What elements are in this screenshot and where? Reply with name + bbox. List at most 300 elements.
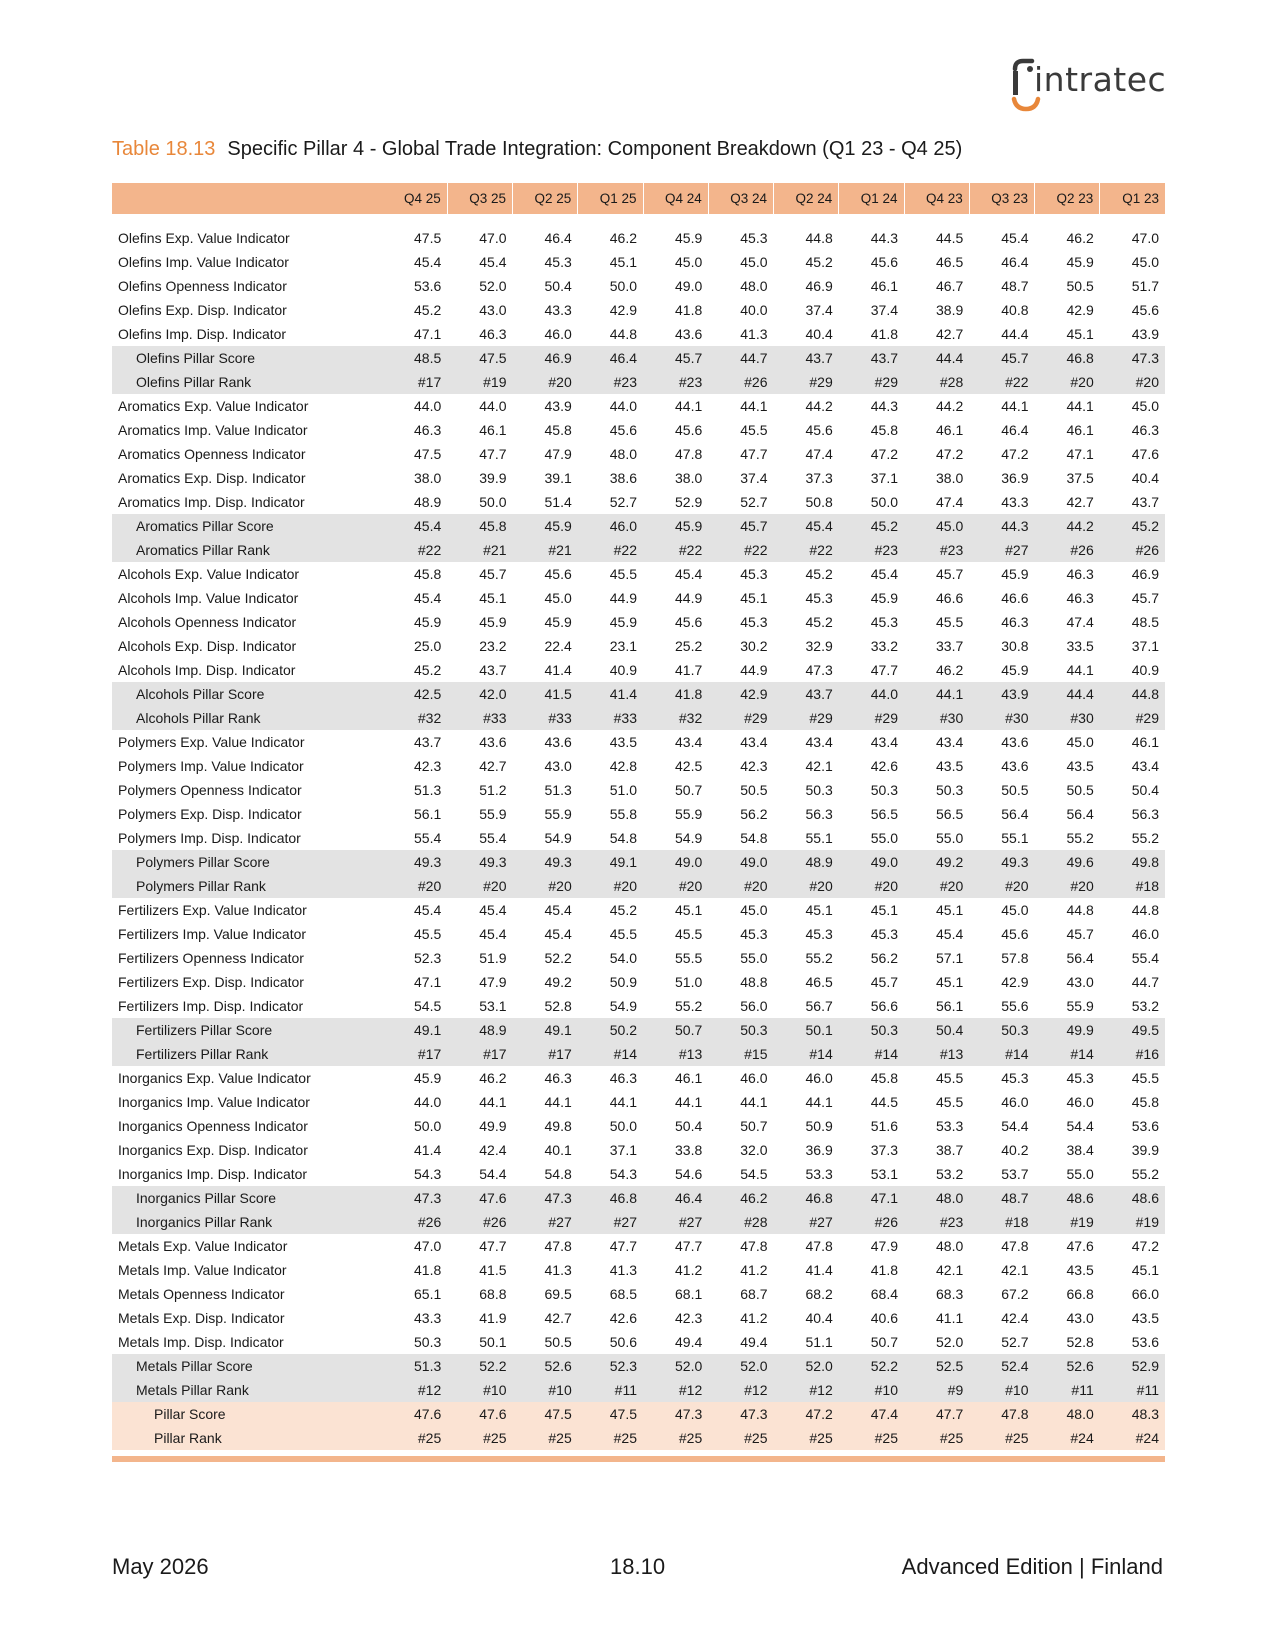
value-cell: 40.2 bbox=[1001, 1142, 1029, 1158]
value-cell: 51.2 bbox=[479, 782, 507, 798]
value-cell: #28 bbox=[904, 370, 969, 394]
value-cell: 45.4 bbox=[382, 514, 447, 538]
value-cell: 51.1 bbox=[805, 1334, 833, 1350]
value-cell: 45.5 bbox=[936, 1070, 964, 1086]
value-cell: #27 bbox=[513, 1210, 578, 1234]
indicator-row bbox=[112, 250, 1165, 274]
value-cell: 56.0 bbox=[740, 998, 768, 1014]
value-cell: 56.4 bbox=[1001, 806, 1029, 822]
total-row bbox=[112, 1402, 1165, 1426]
value-cell: 68.5 bbox=[609, 1286, 637, 1302]
value-cell: 45.8 bbox=[1131, 1094, 1159, 1110]
value-cell: #11 bbox=[578, 1378, 643, 1402]
value-cell: 56.4 bbox=[1066, 806, 1094, 822]
row-label: Polymers Imp. Value Indicator bbox=[118, 758, 304, 774]
row-label: Alcohols Imp. Disp. Indicator bbox=[118, 662, 296, 678]
row-label: Fertilizers Pillar Rank bbox=[112, 1042, 382, 1066]
value-cell: 41.2 bbox=[675, 1262, 703, 1278]
value-cell: 68.3 bbox=[936, 1286, 964, 1302]
value-cell: 47.4 bbox=[805, 446, 833, 462]
value-cell: 49.6 bbox=[1035, 850, 1100, 874]
value-cell: 41.4 bbox=[578, 682, 643, 706]
value-cell: 50.6 bbox=[609, 1334, 637, 1350]
value-cell: 43.3 bbox=[544, 302, 572, 318]
value-cell: 33.8 bbox=[675, 1142, 703, 1158]
value-cell: 46.9 bbox=[513, 346, 578, 370]
value-cell: 49.3 bbox=[447, 850, 512, 874]
value-cell: 39.9 bbox=[1131, 1142, 1159, 1158]
value-cell: #25 bbox=[708, 1426, 773, 1450]
value-cell: 45.4 bbox=[774, 514, 839, 538]
value-cell: 22.4 bbox=[544, 638, 572, 654]
value-cell: 55.2 bbox=[1066, 830, 1094, 846]
value-cell: #20 bbox=[643, 874, 708, 898]
value-cell: 47.8 bbox=[740, 1238, 768, 1254]
value-cell: 45.3 bbox=[870, 614, 898, 630]
value-cell: #14 bbox=[969, 1042, 1034, 1066]
indicator-row bbox=[112, 778, 1165, 802]
column-header: Q3 24 bbox=[708, 183, 773, 214]
value-cell: 47.2 bbox=[1001, 446, 1029, 462]
indicator-row bbox=[112, 298, 1165, 322]
value-cell: 46.3 bbox=[479, 326, 507, 342]
value-cell: 37.4 bbox=[870, 302, 898, 318]
value-cell: 50.3 bbox=[414, 1334, 442, 1350]
value-cell: #24 bbox=[1035, 1426, 1100, 1450]
value-cell: 55.0 bbox=[870, 830, 898, 846]
value-cell: 43.9 bbox=[544, 398, 572, 414]
value-cell: 52.2 bbox=[447, 1354, 512, 1378]
value-cell: 43.7 bbox=[1131, 494, 1159, 510]
row-label: Olefins Imp. Value Indicator bbox=[118, 254, 289, 270]
row-label: Metals Exp. Value Indicator bbox=[118, 1238, 288, 1254]
indicator-row bbox=[112, 586, 1165, 610]
value-cell: 45.3 bbox=[1001, 1070, 1029, 1086]
value-cell: 41.2 bbox=[740, 1310, 768, 1326]
row-label: Aromatics Pillar Rank bbox=[112, 538, 382, 562]
value-cell: 54.4 bbox=[1066, 1118, 1094, 1134]
value-cell: #29 bbox=[839, 370, 904, 394]
value-cell: 68.2 bbox=[805, 1286, 833, 1302]
value-cell: 45.3 bbox=[740, 230, 768, 246]
value-cell: 46.0 bbox=[544, 326, 572, 342]
value-cell: 44.4 bbox=[1001, 326, 1029, 342]
table-spacer bbox=[112, 214, 1165, 226]
value-cell: 38.0 bbox=[414, 470, 442, 486]
value-cell: 45.1 bbox=[740, 590, 768, 606]
value-cell: #20 bbox=[1035, 370, 1100, 394]
value-cell: 55.0 bbox=[936, 830, 964, 846]
value-cell: 45.9 bbox=[513, 514, 578, 538]
column-header: Q1 25 bbox=[578, 183, 643, 214]
value-cell: 38.0 bbox=[675, 470, 703, 486]
value-cell: 45.4 bbox=[936, 926, 964, 942]
pillar-summary-row bbox=[112, 370, 1165, 394]
value-cell: 45.2 bbox=[805, 614, 833, 630]
value-cell: 43.0 bbox=[479, 302, 507, 318]
row-label: Pillar Score bbox=[112, 1402, 382, 1426]
value-cell: 68.8 bbox=[479, 1286, 507, 1302]
value-cell: 43.6 bbox=[675, 326, 703, 342]
value-cell: #33 bbox=[513, 706, 578, 730]
value-cell: 50.5 bbox=[1066, 782, 1094, 798]
value-cell: 46.1 bbox=[479, 422, 507, 438]
value-cell: 45.3 bbox=[805, 926, 833, 942]
value-cell: 47.6 bbox=[447, 1402, 512, 1426]
value-cell: 44.5 bbox=[870, 1094, 898, 1110]
row-label: Polymers Pillar Score bbox=[112, 850, 382, 874]
value-cell: 46.0 bbox=[805, 1070, 833, 1086]
value-cell: 41.3 bbox=[740, 326, 768, 342]
value-cell: 41.8 bbox=[870, 1262, 898, 1278]
value-cell: 42.3 bbox=[740, 758, 768, 774]
value-cell: 40.6 bbox=[870, 1310, 898, 1326]
value-cell: 52.0 bbox=[708, 1354, 773, 1378]
value-cell: #11 bbox=[1100, 1378, 1165, 1402]
value-cell: 47.2 bbox=[870, 446, 898, 462]
value-cell: #19 bbox=[447, 370, 512, 394]
value-cell: 32.9 bbox=[805, 638, 833, 654]
value-cell: 37.3 bbox=[870, 1142, 898, 1158]
indicator-row bbox=[112, 1066, 1165, 1090]
value-cell: 40.4 bbox=[805, 1310, 833, 1326]
indicator-row bbox=[112, 1162, 1165, 1186]
value-cell: 43.4 bbox=[936, 734, 964, 750]
value-cell: 37.1 bbox=[609, 1142, 637, 1158]
value-cell: #23 bbox=[904, 538, 969, 562]
value-cell: 43.0 bbox=[1066, 1310, 1094, 1326]
value-cell: 46.9 bbox=[1131, 566, 1159, 582]
value-cell: #26 bbox=[1035, 538, 1100, 562]
value-cell: 44.0 bbox=[609, 398, 637, 414]
value-cell: 48.3 bbox=[1100, 1402, 1165, 1426]
value-cell: 42.4 bbox=[1001, 1310, 1029, 1326]
value-cell: #19 bbox=[1035, 1210, 1100, 1234]
value-cell: 55.0 bbox=[740, 950, 768, 966]
value-cell: 45.6 bbox=[675, 614, 703, 630]
value-cell: #33 bbox=[447, 706, 512, 730]
row-label: Olefins Imp. Disp. Indicator bbox=[118, 326, 287, 342]
value-cell: 44.2 bbox=[805, 398, 833, 414]
row-label: Aromatics Exp. Disp. Indicator bbox=[118, 470, 306, 486]
value-cell: #33 bbox=[578, 706, 643, 730]
value-cell: 54.9 bbox=[675, 830, 703, 846]
value-cell: 49.1 bbox=[578, 850, 643, 874]
value-cell: #17 bbox=[513, 1042, 578, 1066]
value-cell: #25 bbox=[643, 1426, 708, 1450]
value-cell: 42.0 bbox=[447, 682, 512, 706]
value-cell: #22 bbox=[643, 538, 708, 562]
value-cell: 41.4 bbox=[414, 1142, 442, 1158]
row-label: Alcohols Pillar Rank bbox=[112, 706, 382, 730]
value-cell: 23.1 bbox=[609, 638, 637, 654]
value-cell: 68.1 bbox=[675, 1286, 703, 1302]
value-cell: 45.2 bbox=[1100, 514, 1165, 538]
value-cell: 52.7 bbox=[609, 494, 637, 510]
value-cell: 45.0 bbox=[904, 514, 969, 538]
value-cell: 41.8 bbox=[870, 326, 898, 342]
value-cell: 47.5 bbox=[578, 1402, 643, 1426]
table-title bbox=[112, 138, 962, 161]
value-cell: 41.3 bbox=[544, 1262, 572, 1278]
pillar-summary-row bbox=[112, 1018, 1165, 1042]
value-cell: 65.1 bbox=[414, 1286, 442, 1302]
value-cell: 50.4 bbox=[1131, 782, 1159, 798]
value-cell: 42.7 bbox=[936, 326, 964, 342]
value-cell: 55.9 bbox=[1066, 998, 1094, 1014]
value-cell: 45.5 bbox=[740, 422, 768, 438]
indicator-row bbox=[112, 466, 1165, 490]
value-cell: 46.4 bbox=[578, 346, 643, 370]
value-cell: 55.1 bbox=[805, 830, 833, 846]
table-caption: Specific Pillar 4 - Global Trade Integration: Component Breakdown (Q1 23 - Q4 25) bbox=[227, 138, 963, 160]
value-cell: 52.0 bbox=[774, 1354, 839, 1378]
row-label: Aromatics Pillar Score bbox=[112, 514, 382, 538]
value-cell: 45.3 bbox=[740, 926, 768, 942]
value-cell: 51.6 bbox=[870, 1118, 898, 1134]
value-cell: 49.3 bbox=[969, 850, 1034, 874]
value-cell: 41.4 bbox=[805, 1262, 833, 1278]
row-label: Inorganics Imp. Disp. Indicator bbox=[118, 1166, 308, 1182]
value-cell: 47.8 bbox=[805, 1238, 833, 1254]
value-cell: 54.5 bbox=[414, 998, 442, 1014]
value-cell: 44.0 bbox=[839, 682, 904, 706]
value-cell: 47.1 bbox=[839, 1186, 904, 1210]
value-cell: 43.4 bbox=[870, 734, 898, 750]
value-cell: 47.3 bbox=[643, 1402, 708, 1426]
value-cell: 42.9 bbox=[1001, 974, 1029, 990]
pillar-summary-row bbox=[112, 850, 1165, 874]
value-cell: #20 bbox=[578, 874, 643, 898]
indicator-row bbox=[112, 1330, 1165, 1354]
value-cell: 48.9 bbox=[447, 1018, 512, 1042]
value-cell: 53.7 bbox=[1001, 1166, 1029, 1182]
value-cell: 42.9 bbox=[708, 682, 773, 706]
value-cell: 47.7 bbox=[609, 1238, 637, 1254]
value-cell: 46.8 bbox=[1035, 346, 1100, 370]
value-cell: 43.4 bbox=[675, 734, 703, 750]
value-cell: 45.6 bbox=[1001, 926, 1029, 942]
pillar-summary-row bbox=[112, 706, 1165, 730]
value-cell: 46.7 bbox=[936, 278, 964, 294]
indicator-row bbox=[112, 274, 1165, 298]
value-cell: 53.2 bbox=[936, 1166, 964, 1182]
value-cell: 41.4 bbox=[544, 662, 572, 678]
row-label: Polymers Openness Indicator bbox=[118, 782, 302, 798]
value-cell: 43.5 bbox=[936, 758, 964, 774]
value-cell: #12 bbox=[382, 1378, 447, 1402]
value-cell: 56.3 bbox=[1131, 806, 1159, 822]
value-cell: #25 bbox=[904, 1426, 969, 1450]
value-cell: 53.1 bbox=[870, 1166, 898, 1182]
value-cell: 45.9 bbox=[675, 230, 703, 246]
value-cell: 50.9 bbox=[609, 974, 637, 990]
value-cell: 42.5 bbox=[382, 682, 447, 706]
value-cell: 45.5 bbox=[609, 926, 637, 942]
header-label-cell bbox=[112, 183, 382, 214]
value-cell: 52.9 bbox=[1100, 1354, 1165, 1378]
value-cell: 44.1 bbox=[544, 1094, 572, 1110]
value-cell: #32 bbox=[643, 706, 708, 730]
value-cell: 50.3 bbox=[708, 1018, 773, 1042]
value-cell: 55.4 bbox=[414, 830, 442, 846]
row-label: Inorganics Exp. Value Indicator bbox=[118, 1070, 311, 1086]
value-cell: 49.2 bbox=[544, 974, 572, 990]
value-cell: 41.2 bbox=[740, 1262, 768, 1278]
value-cell: 46.3 bbox=[544, 1070, 572, 1086]
value-cell: 45.7 bbox=[708, 514, 773, 538]
value-cell: #20 bbox=[513, 370, 578, 394]
footer-date: May 2026 bbox=[112, 1554, 209, 1579]
value-cell: 42.3 bbox=[414, 758, 442, 774]
value-cell: 44.1 bbox=[740, 398, 768, 414]
value-cell: 44.1 bbox=[1066, 662, 1094, 678]
value-cell: 45.0 bbox=[675, 254, 703, 270]
value-cell: #17 bbox=[382, 370, 447, 394]
value-cell: 52.2 bbox=[839, 1354, 904, 1378]
value-cell: 43.6 bbox=[1001, 734, 1029, 750]
value-cell: 45.5 bbox=[675, 926, 703, 942]
value-cell: 47.9 bbox=[544, 446, 572, 462]
value-cell: 45.0 bbox=[740, 902, 768, 918]
indicator-row bbox=[112, 394, 1165, 418]
value-cell: 50.0 bbox=[609, 278, 637, 294]
value-cell: 36.9 bbox=[1001, 470, 1029, 486]
pillar-summary-row bbox=[112, 682, 1165, 706]
value-cell: 49.8 bbox=[1100, 850, 1165, 874]
row-label: Fertilizers Exp. Value Indicator bbox=[118, 902, 307, 918]
value-cell: 52.3 bbox=[578, 1354, 643, 1378]
value-cell: 69.5 bbox=[544, 1286, 572, 1302]
value-cell: 46.5 bbox=[805, 974, 833, 990]
value-cell: 66.8 bbox=[1066, 1286, 1094, 1302]
value-cell: 44.0 bbox=[479, 398, 507, 414]
value-cell: #23 bbox=[643, 370, 708, 394]
value-cell: 45.0 bbox=[1066, 734, 1094, 750]
value-cell: 53.1 bbox=[479, 998, 507, 1014]
value-cell: #20 bbox=[513, 874, 578, 898]
pillar-summary-row bbox=[112, 1186, 1165, 1210]
value-cell: 42.7 bbox=[544, 1310, 572, 1326]
value-cell: 40.4 bbox=[805, 326, 833, 342]
value-cell: 47.3 bbox=[513, 1186, 578, 1210]
value-cell: 42.9 bbox=[609, 302, 637, 318]
value-cell: 45.1 bbox=[805, 902, 833, 918]
value-cell: 54.8 bbox=[544, 1166, 572, 1182]
value-cell: 45.7 bbox=[870, 974, 898, 990]
value-cell: 45.9 bbox=[479, 614, 507, 630]
value-cell: 68.7 bbox=[740, 1286, 768, 1302]
value-cell: 55.2 bbox=[1131, 830, 1159, 846]
value-cell: 45.6 bbox=[870, 254, 898, 270]
value-cell: 47.8 bbox=[544, 1238, 572, 1254]
value-cell: #22 bbox=[382, 538, 447, 562]
value-cell: #12 bbox=[643, 1378, 708, 1402]
value-cell: 47.9 bbox=[870, 1238, 898, 1254]
value-cell: 46.2 bbox=[479, 1070, 507, 1086]
value-cell: 46.3 bbox=[1066, 590, 1094, 606]
value-cell: 45.2 bbox=[839, 514, 904, 538]
indicator-row bbox=[112, 442, 1165, 466]
value-cell: 42.7 bbox=[1066, 494, 1094, 510]
pillar-summary-row bbox=[112, 514, 1165, 538]
value-cell: 56.2 bbox=[740, 806, 768, 822]
value-cell: 49.3 bbox=[513, 850, 578, 874]
value-cell: 42.1 bbox=[936, 1262, 964, 1278]
value-cell: #13 bbox=[643, 1042, 708, 1066]
value-cell: 44.2 bbox=[1035, 514, 1100, 538]
value-cell: 45.6 bbox=[544, 566, 572, 582]
value-cell: 45.8 bbox=[870, 1070, 898, 1086]
value-cell: 46.3 bbox=[1131, 422, 1159, 438]
value-cell: 46.4 bbox=[544, 230, 572, 246]
value-cell: 51.0 bbox=[609, 782, 637, 798]
value-cell: 37.4 bbox=[740, 470, 768, 486]
value-cell: 55.6 bbox=[1001, 998, 1029, 1014]
value-cell: 46.6 bbox=[1001, 590, 1029, 606]
value-cell: #30 bbox=[904, 706, 969, 730]
value-cell: 67.2 bbox=[1001, 1286, 1029, 1302]
value-cell: 43.4 bbox=[740, 734, 768, 750]
value-cell: 54.9 bbox=[544, 830, 572, 846]
value-cell: 44.4 bbox=[904, 346, 969, 370]
value-cell: 57.8 bbox=[1001, 950, 1029, 966]
value-cell: 45.4 bbox=[414, 254, 442, 270]
value-cell: 50.3 bbox=[969, 1018, 1034, 1042]
value-cell: 56.7 bbox=[805, 998, 833, 1014]
value-cell: 55.1 bbox=[1001, 830, 1029, 846]
value-cell: 46.3 bbox=[1066, 566, 1094, 582]
value-cell: 37.3 bbox=[805, 470, 833, 486]
value-cell: 45.1 bbox=[609, 254, 637, 270]
value-cell: 46.5 bbox=[936, 254, 964, 270]
value-cell: 45.9 bbox=[544, 614, 572, 630]
value-cell: 48.7 bbox=[1001, 278, 1029, 294]
value-cell: 48.9 bbox=[414, 494, 442, 510]
value-cell: 45.7 bbox=[969, 346, 1034, 370]
value-cell: 45.4 bbox=[479, 902, 507, 918]
value-cell: 47.7 bbox=[675, 1238, 703, 1254]
value-cell: 46.8 bbox=[578, 1186, 643, 1210]
value-cell: 49.1 bbox=[382, 1018, 447, 1042]
value-cell: 33.5 bbox=[1066, 638, 1094, 654]
value-cell: 43.0 bbox=[544, 758, 572, 774]
value-cell: 45.7 bbox=[1066, 926, 1094, 942]
value-cell: #12 bbox=[774, 1378, 839, 1402]
value-cell: 45.0 bbox=[1131, 398, 1159, 414]
value-cell: 47.1 bbox=[414, 974, 442, 990]
value-cell: 44.1 bbox=[904, 682, 969, 706]
indicator-row bbox=[112, 826, 1165, 850]
value-cell: 51.0 bbox=[675, 974, 703, 990]
value-cell: 40.9 bbox=[609, 662, 637, 678]
value-cell: 45.0 bbox=[544, 590, 572, 606]
value-cell: 36.9 bbox=[805, 1142, 833, 1158]
value-cell: 52.7 bbox=[1001, 1334, 1029, 1350]
row-label: Inorganics Openness Indicator bbox=[118, 1118, 308, 1134]
value-cell: 45.9 bbox=[1066, 254, 1094, 270]
value-cell: 45.7 bbox=[1131, 590, 1159, 606]
value-cell: 47.7 bbox=[740, 446, 768, 462]
value-cell: 56.3 bbox=[805, 806, 833, 822]
value-cell: 43.4 bbox=[805, 734, 833, 750]
value-cell: #12 bbox=[708, 1378, 773, 1402]
value-cell: 46.2 bbox=[708, 1186, 773, 1210]
column-header: Q2 24 bbox=[774, 183, 839, 214]
value-cell: 45.4 bbox=[870, 566, 898, 582]
value-cell: 40.8 bbox=[1001, 302, 1029, 318]
value-cell: 55.4 bbox=[479, 830, 507, 846]
